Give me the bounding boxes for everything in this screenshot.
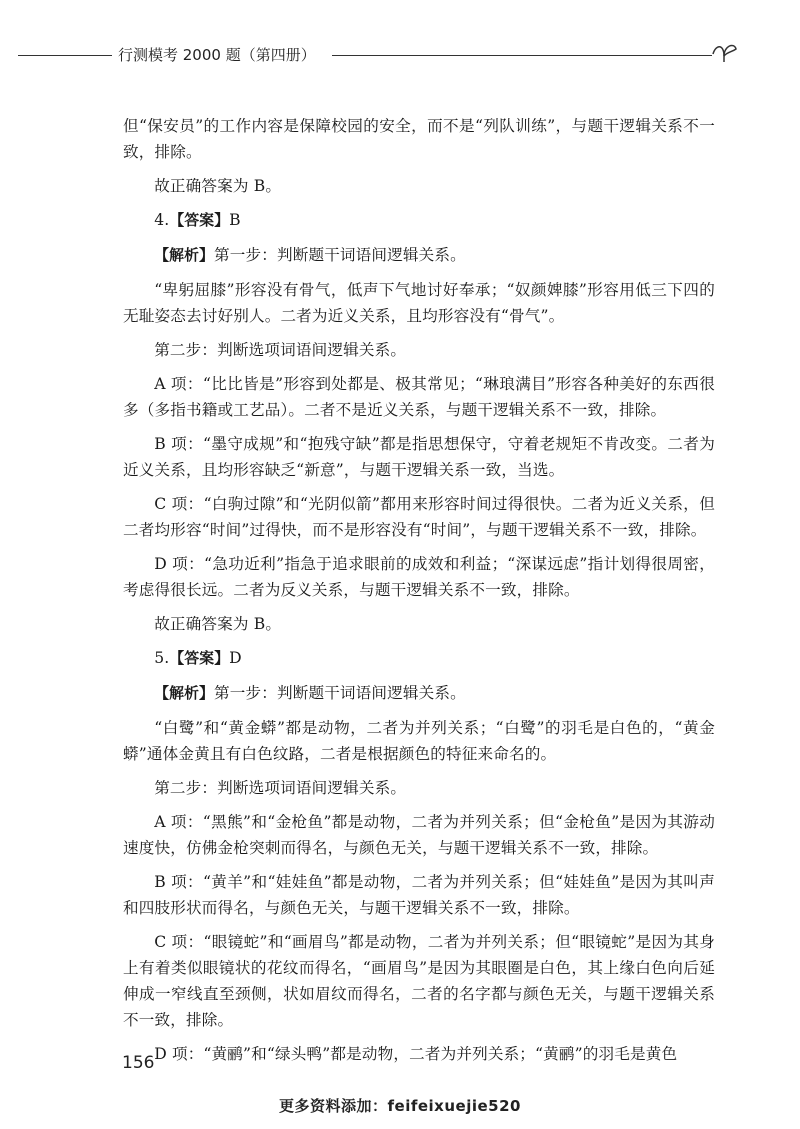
option-d: D 项：“黄鹂”和“绿头鸭”都是动物，二者为并列关系；“黄鹂”的羽毛是黄色 — [154, 1045, 678, 1063]
answer-line-4: 4.【答案】B — [154, 211, 241, 229]
paragraph: 故正确答案为 B。 — [154, 615, 282, 633]
option-b: B 项：“墨守成规”和“抱残守缺”都是指思想保守，守着老规矩不肯改变。二者为近义关系，且均形容缺乏“新意”，与题干逻辑关系一致，当选。 — [123, 435, 715, 479]
answer-line-5: 5.【答案】D — [154, 649, 242, 667]
header-rule-left — [18, 55, 112, 56]
sprout-icon — [710, 40, 738, 64]
paragraph: 第二步：判断选项词语间逻辑关系。 — [154, 341, 407, 359]
body-text — [123, 113, 715, 1067]
paragraph: 第二步：判断选项词语间逻辑关系。 — [154, 779, 407, 797]
analysis-line-5: 【解析】第一步：判断题干词语间逻辑关系。 — [154, 684, 466, 702]
running-header — [18, 40, 718, 70]
answer-value: B — [229, 211, 241, 229]
header-title: 行测模考 2000 题（第四册） — [118, 46, 316, 64]
analysis-line-4: 【解析】第一步：判断题干词语间逻辑关系。 — [154, 246, 466, 264]
answer-label: 【答案】 — [169, 650, 230, 667]
option-d: D 项：“急功近利”指急于追求眼前的成效和利益；“深谋远虑”指计划得很周密，考虑得很长远。二者为反义关系，与题干逻辑关系不一致，排除。 — [123, 555, 715, 599]
paragraph: “白鹭”和“黄金蟒”都是动物，二者为并列关系；“白鹭”的羽毛是白色的，“黄金蟒”通体金黄且有白色纹路，二者是根据颜色的特征来命名的。 — [123, 719, 715, 763]
page-number: 156 — [122, 1053, 155, 1073]
answer-label: 【答案】 — [169, 212, 230, 229]
paragraph: 但“保安员”的工作内容是保障校园的安全，而不是“列队训练”，与题干逻辑关系不一致，排除。 — [123, 117, 715, 161]
paragraph: “卑躬屈膝”形容没有骨气，低声下气地讨好奉承；“奴颜婢膝”形容用低三下四的无耻姿态去讨好别人。二者为近义关系，且均形容没有“骨气”。 — [123, 281, 715, 325]
answer-value: D — [229, 649, 242, 667]
option-a: A 项：“比比皆是”形容到处都是、极其常见；“琳琅满目”形容各种美好的东西很多（多指书籍或工艺品）。二者不是近义关系，与题干逻辑关系不一致，排除。 — [123, 375, 715, 419]
paragraph: 故正确答案为 B。 — [154, 177, 282, 195]
header-rule-right — [332, 55, 712, 56]
option-c: C 项：“白驹过隙”和“光阴似箭”都用来形容时间过得很快。二者为近义关系，但二者均形容“时间”过得快，而不是形容没有“时间”，与题干逻辑关系不一致，排除。 — [123, 495, 715, 539]
option-c: C 项：“眼镜蛇”和“画眉鸟”都是动物，二者为并列关系；但“眼镜蛇”是因为其身上有着类似眼镜状的花纹而得名，“画眉鸟”是因为其眼圈是白色，其上缘白色向后延伸成一窄线直至颈侧，状如眉纹而得名，二者的名字都与颜色无关，与题干逻辑关系不一致，排除。 — [123, 933, 715, 1029]
footer-note: 更多资料添加：feifeixuejie520 — [279, 1097, 521, 1115]
analysis-label: 【解析】 — [154, 247, 214, 264]
option-a: A 项：“黑熊”和“金枪鱼”都是动物，二者为并列关系；但“金枪鱼”是因为其游动速度快，仿佛金枪突刺而得名，与颜色无关，与题干逻辑关系不一致，排除。 — [123, 813, 715, 857]
option-b: B 项：“黄羊”和“娃娃鱼”都是动物，二者为并列关系；但“娃娃鱼”是因为其叫声和四肢形状而得名，与颜色无关，与题干逻辑关系不一致，排除。 — [123, 873, 715, 917]
analysis-label: 【解析】 — [154, 685, 214, 702]
